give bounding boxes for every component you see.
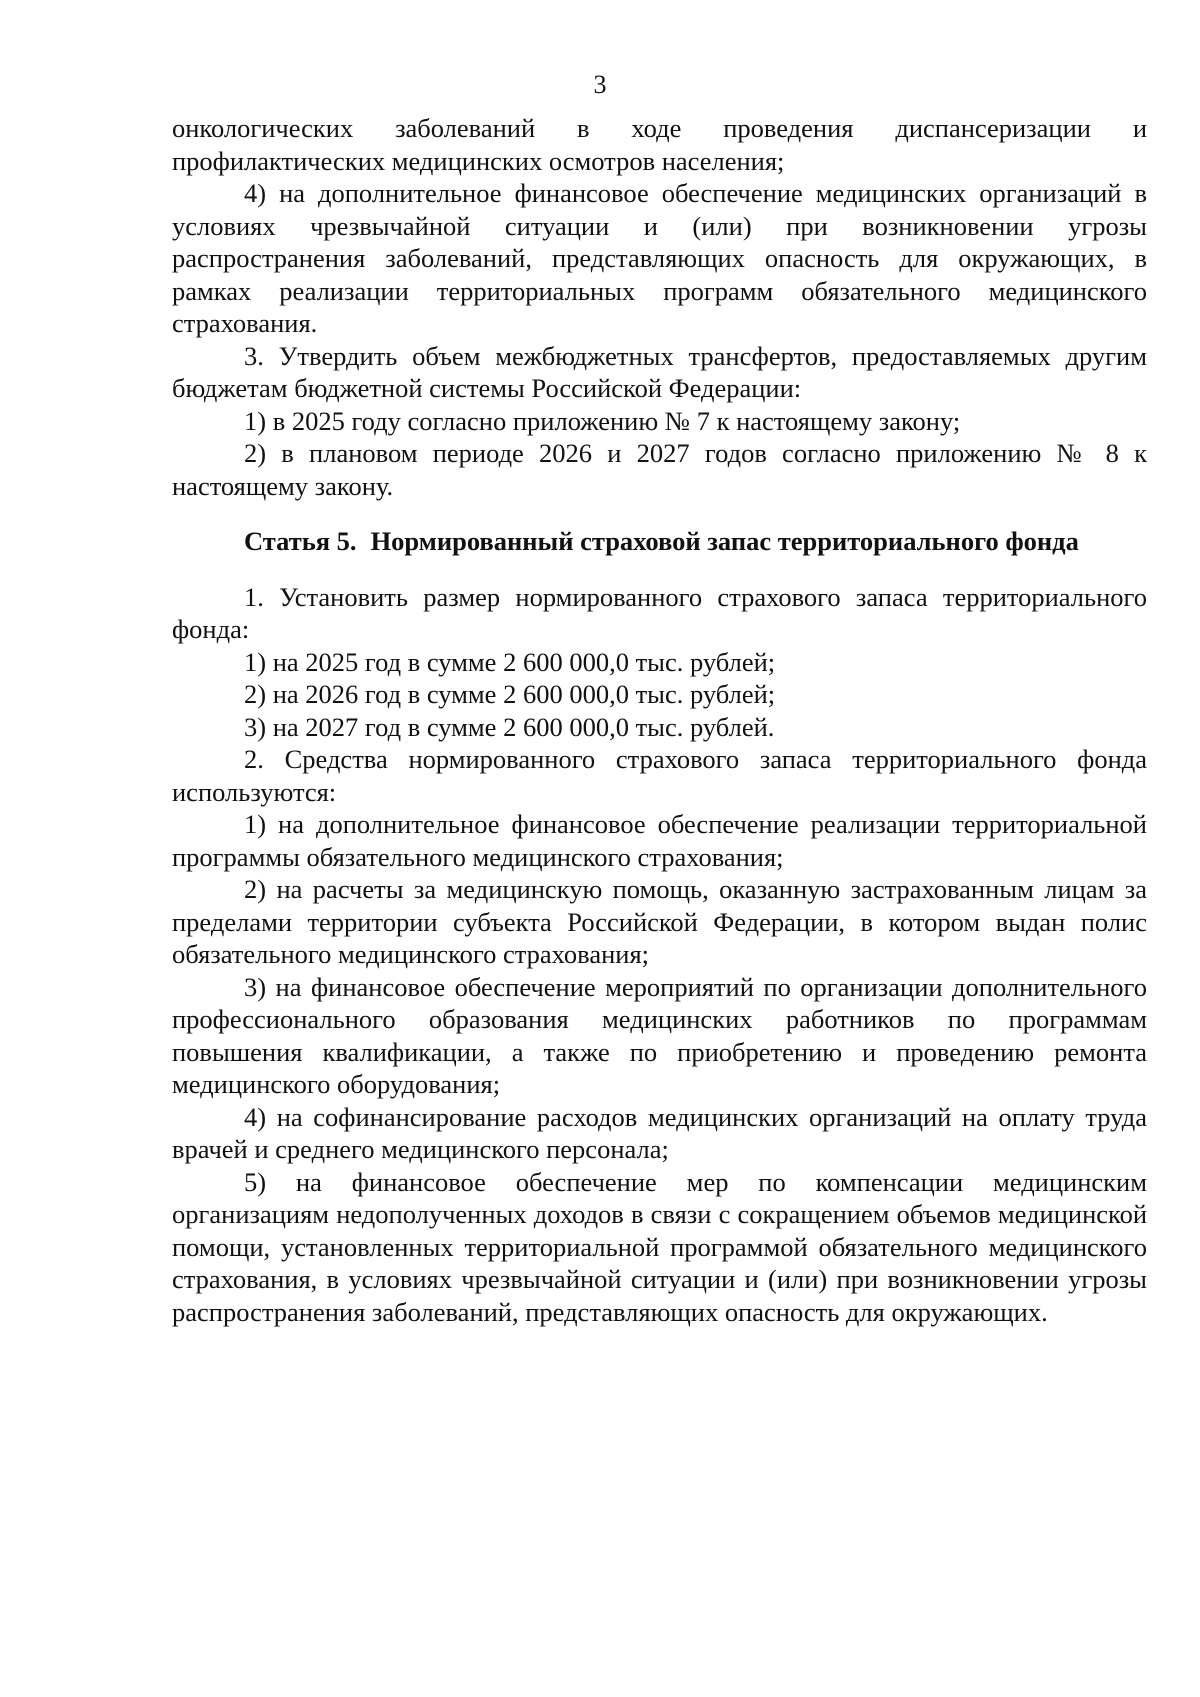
- paragraph: 4) на софинансирование расходов медицинских организаций на оплату труда врачей и среднего медицинского персонала;: [172, 1101, 1147, 1164]
- page-number: 3: [593, 70, 607, 99]
- paragraph: 5) на финансовое обеспечение мер по компенсации медицинским организациям недополученных доходов в связи с сокращением объемов медицинской помощи, установленных территориальной программой обязательного медицинского страхования, в условиях чрезвычайной ситуации и (или) при возникновении угрозы распространения заболеваний, представляющих опасность для окружающих.: [172, 1166, 1147, 1327]
- paragraph: 3) на финансовое обеспечение мероприятий по организации дополнительного профессионального образования медицинских работников по программам повышения квалификации, а также по приобретению и проведению ремонта медицинского оборудования;: [172, 971, 1147, 1099]
- article-heading: [172, 525, 1147, 558]
- paragraph: 2) на расчеты за медицинскую помощь, оказанную застрахованным лицам за пределами территории субъекта Российской Федерации, в котором выдан полис обязательного медицинского страхования;: [172, 874, 1147, 969]
- paragraph: онкологических заболеваний в ходе проведения диспансеризации и профилактических медицинских осмотров населения;: [172, 113, 1147, 176]
- paragraph: 3) на 2027 год в сумме 2 600 000,0 тыс. рублей.: [244, 711, 775, 742]
- paragraph: 1) на дополнительное финансовое обеспечение реализации территориальной программы обязательного медицинского страхования;: [172, 809, 1147, 872]
- paragraph: 1) на 2025 год в сумме 2 600 000,0 тыс. рублей;: [244, 646, 776, 677]
- paragraph: 2) на 2026 год в сумме 2 600 000,0 тыс. рублей;: [244, 679, 776, 709]
- paragraph: 2. Средства нормированного страхового запаса территориального фонда используются:: [172, 744, 1147, 807]
- document-body: [172, 112, 1147, 1328]
- paragraph: 1. Установить размер нормированного страхового запаса территориального фонда:: [172, 581, 1147, 644]
- paragraph: 2) в плановом периоде 2026 и 2027 годов согласно приложению № 8 к настоящему закону.: [172, 438, 1147, 501]
- article-number: Статья 5.: [244, 526, 357, 556]
- paragraph: 3. Утвердить объем межбюджетных трансфертов, предоставляемых другим бюджетам бюджетной системы Российской Федерации:: [172, 340, 1147, 403]
- paragraph: 1) в 2025 году согласно приложению № 7 к настоящему закону;: [244, 405, 961, 436]
- article-title: Нормированный страховой запас территориального фонда: [370, 526, 1079, 556]
- paragraph: 4) на дополнительное финансовое обеспечение медицинских организаций в условиях чрезвычайной ситуации и (или) при возникновении угрозы распространения заболеваний, представляющих опасность для окружающих, в рамках реализации территориальных программ обязательного медицинского страхования.: [172, 178, 1147, 338]
